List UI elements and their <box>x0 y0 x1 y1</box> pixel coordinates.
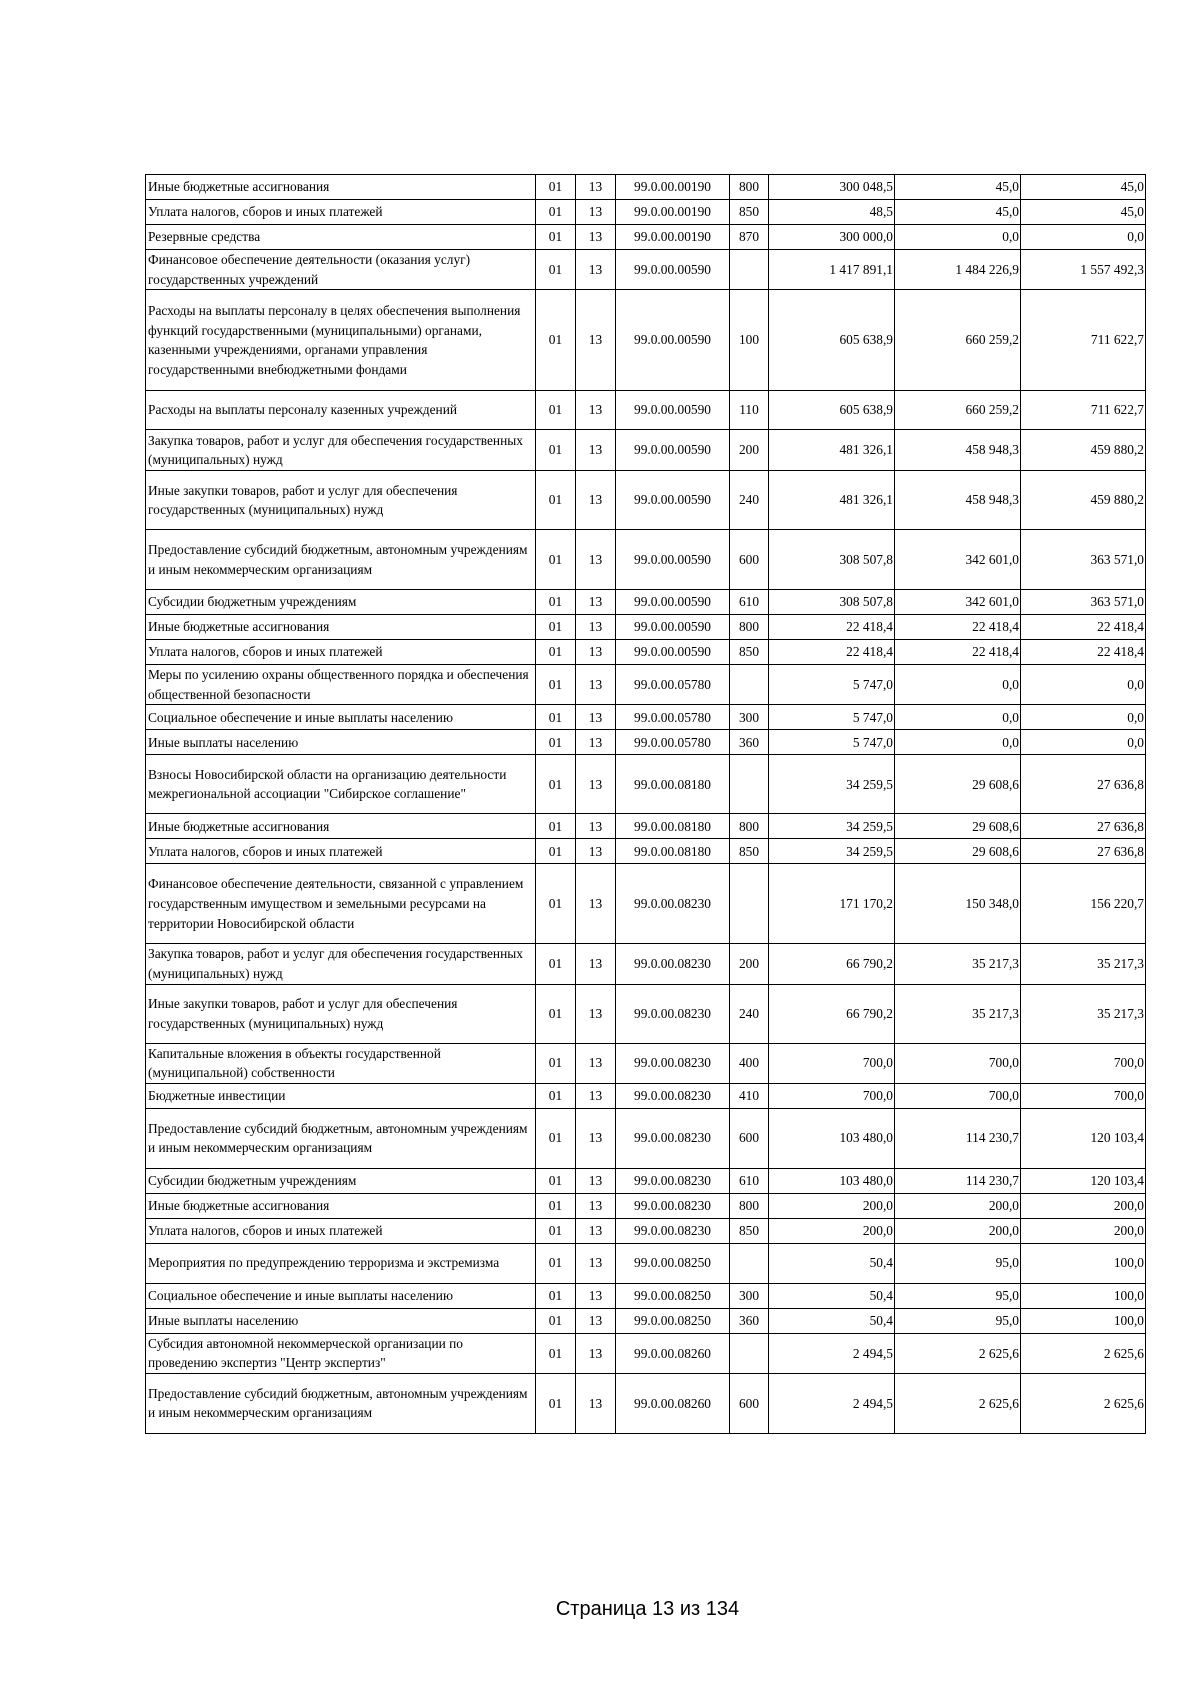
row-expense-type: 850 <box>730 839 769 864</box>
row-target-article: 99.0.00.08250 <box>616 1243 730 1283</box>
table-row <box>146 1333 1146 1373</box>
row-expense-type: 400 <box>730 1043 769 1083</box>
row-name: Бюджетные инвестиции <box>146 1083 536 1108</box>
row-amount-year-2: 29 608,6 <box>895 839 1021 864</box>
row-amount-year-1: 2 494,5 <box>769 1373 895 1433</box>
row-amount-year-2: 35 217,3 <box>895 944 1021 984</box>
row-subsection-code: 13 <box>576 471 616 530</box>
row-section-code: 01 <box>536 175 576 200</box>
row-amount-year-2: 22 418,4 <box>895 615 1021 640</box>
row-name: Иные выплаты населению <box>146 1308 536 1333</box>
row-name: Предоставление субсидий бюджетным, автономным учреждениям и иным некоммерческим организациям <box>146 1108 536 1168</box>
row-amount-year-2: 35 217,3 <box>895 984 1021 1043</box>
row-amount-year-3: 100,0 <box>1021 1243 1146 1283</box>
row-amount-year-2: 660 259,2 <box>895 290 1021 391</box>
table-row <box>146 1283 1146 1308</box>
row-name: Иные закупки товаров, работ и услуг для обеспечения государственных (муниципальных) нужд <box>146 471 536 530</box>
row-section-code: 01 <box>536 1218 576 1243</box>
row-target-article: 99.0.00.08230 <box>616 944 730 984</box>
row-subsection-code: 13 <box>576 225 616 250</box>
row-amount-year-3: 200,0 <box>1021 1218 1146 1243</box>
row-amount-year-1: 700,0 <box>769 1083 895 1108</box>
row-amount-year-2: 22 418,4 <box>895 640 1021 665</box>
row-expense-type: 360 <box>730 1308 769 1333</box>
table-row <box>146 1043 1146 1083</box>
row-amount-year-1: 48,5 <box>769 200 895 225</box>
table-row <box>146 814 1146 839</box>
row-name: Уплата налогов, сборов и иных платежей <box>146 839 536 864</box>
row-section-code: 01 <box>536 640 576 665</box>
row-name: Социальное обеспечение и иные выплаты населению <box>146 1283 536 1308</box>
row-subsection-code: 13 <box>576 1333 616 1373</box>
row-subsection-code: 13 <box>576 615 616 640</box>
row-section-code: 01 <box>536 1283 576 1308</box>
row-target-article: 99.0.00.00590 <box>616 391 730 430</box>
row-target-article: 99.0.00.00190 <box>616 200 730 225</box>
row-amount-year-1: 103 480,0 <box>769 1168 895 1193</box>
row-subsection-code: 13 <box>576 1108 616 1168</box>
row-subsection-code: 13 <box>576 1308 616 1333</box>
row-amount-year-1: 2 494,5 <box>769 1333 895 1373</box>
row-amount-year-1: 5 747,0 <box>769 665 895 705</box>
row-subsection-code: 13 <box>576 290 616 391</box>
row-name: Закупка товаров, работ и услуг для обеспечения государственных (муниципальных) нужд <box>146 944 536 984</box>
row-amount-year-2: 342 601,0 <box>895 530 1021 590</box>
row-section-code: 01 <box>536 1193 576 1218</box>
row-amount-year-1: 66 790,2 <box>769 944 895 984</box>
row-amount-year-2: 0,0 <box>895 705 1021 730</box>
row-subsection-code: 13 <box>576 1283 616 1308</box>
row-expense-type: 200 <box>730 430 769 471</box>
row-name: Иные бюджетные ассигнования <box>146 175 536 200</box>
table-row <box>146 225 1146 250</box>
row-section-code: 01 <box>536 1243 576 1283</box>
row-subsection-code: 13 <box>576 1218 616 1243</box>
row-amount-year-2: 95,0 <box>895 1283 1021 1308</box>
table-row <box>146 1193 1146 1218</box>
row-name: Мероприятия по предупреждению терроризма и экстремизма <box>146 1243 536 1283</box>
row-amount-year-3: 22 418,4 <box>1021 640 1146 665</box>
row-amount-year-3: 2 625,6 <box>1021 1373 1146 1433</box>
row-target-article: 99.0.00.00190 <box>616 175 730 200</box>
row-amount-year-2: 700,0 <box>895 1083 1021 1108</box>
table-row <box>146 984 1146 1043</box>
row-section-code: 01 <box>536 1308 576 1333</box>
row-amount-year-1: 34 259,5 <box>769 755 895 814</box>
row-target-article: 99.0.00.08230 <box>616 1083 730 1108</box>
budget-table-body <box>146 175 1146 1434</box>
row-amount-year-2: 0,0 <box>895 665 1021 705</box>
row-amount-year-1: 50,4 <box>769 1283 895 1308</box>
row-amount-year-3: 711 622,7 <box>1021 290 1146 391</box>
row-amount-year-3: 0,0 <box>1021 705 1146 730</box>
row-amount-year-2: 150 348,0 <box>895 864 1021 944</box>
row-amount-year-1: 22 418,4 <box>769 615 895 640</box>
table-row <box>146 250 1146 290</box>
page-number: Страница 13 из 134 <box>555 1598 740 1620</box>
row-section-code: 01 <box>536 200 576 225</box>
row-target-article: 99.0.00.08250 <box>616 1283 730 1308</box>
row-target-article: 99.0.00.05780 <box>616 705 730 730</box>
row-expense-type: 240 <box>730 471 769 530</box>
row-amount-year-1: 481 326,1 <box>769 471 895 530</box>
row-subsection-code: 13 <box>576 864 616 944</box>
row-expense-type: 600 <box>730 1108 769 1168</box>
row-target-article: 99.0.00.08180 <box>616 814 730 839</box>
row-amount-year-3: 363 571,0 <box>1021 590 1146 615</box>
row-target-article: 99.0.00.00190 <box>616 225 730 250</box>
row-amount-year-1: 1 417 891,1 <box>769 250 895 290</box>
row-section-code: 01 <box>536 225 576 250</box>
row-expense-type: 850 <box>730 1218 769 1243</box>
row-section-code: 01 <box>536 730 576 755</box>
row-subsection-code: 13 <box>576 391 616 430</box>
row-amount-year-3: 27 636,8 <box>1021 755 1146 814</box>
row-amount-year-1: 308 507,8 <box>769 530 895 590</box>
row-amount-year-3: 35 217,3 <box>1021 984 1146 1043</box>
row-subsection-code: 13 <box>576 944 616 984</box>
row-amount-year-2: 95,0 <box>895 1243 1021 1283</box>
row-amount-year-1: 34 259,5 <box>769 839 895 864</box>
row-expense-type: 360 <box>730 730 769 755</box>
row-subsection-code: 13 <box>576 250 616 290</box>
row-subsection-code: 13 <box>576 1083 616 1108</box>
row-section-code: 01 <box>536 1333 576 1373</box>
row-amount-year-2: 200,0 <box>895 1193 1021 1218</box>
row-amount-year-3: 200,0 <box>1021 1193 1146 1218</box>
row-expense-type <box>730 755 769 814</box>
row-amount-year-3: 0,0 <box>1021 225 1146 250</box>
row-name: Субсидия автономной некоммерческой организации по проведению экспертиз "Центр экспертиз" <box>146 1333 536 1373</box>
row-amount-year-3: 2 625,6 <box>1021 1333 1146 1373</box>
row-amount-year-2: 1 484 226,9 <box>895 250 1021 290</box>
table-row <box>146 530 1146 590</box>
row-section-code: 01 <box>536 590 576 615</box>
row-expense-type: 200 <box>730 944 769 984</box>
row-amount-year-3: 35 217,3 <box>1021 944 1146 984</box>
row-amount-year-1: 171 170,2 <box>769 864 895 944</box>
row-subsection-code: 13 <box>576 1193 616 1218</box>
row-section-code: 01 <box>536 1108 576 1168</box>
row-section-code: 01 <box>536 1373 576 1433</box>
row-amount-year-3: 120 103,4 <box>1021 1168 1146 1193</box>
row-amount-year-3: 45,0 <box>1021 200 1146 225</box>
row-amount-year-3: 700,0 <box>1021 1083 1146 1108</box>
row-target-article: 99.0.00.00590 <box>616 590 730 615</box>
row-target-article: 99.0.00.00590 <box>616 471 730 530</box>
row-section-code: 01 <box>536 665 576 705</box>
row-amount-year-1: 50,4 <box>769 1243 895 1283</box>
row-expense-type: 410 <box>730 1083 769 1108</box>
row-target-article: 99.0.00.00590 <box>616 430 730 471</box>
row-target-article: 99.0.00.00590 <box>616 640 730 665</box>
row-target-article: 99.0.00.00590 <box>616 530 730 590</box>
row-amount-year-2: 700,0 <box>895 1043 1021 1083</box>
row-amount-year-2: 114 230,7 <box>895 1108 1021 1168</box>
row-amount-year-3: 1 557 492,3 <box>1021 250 1146 290</box>
row-expense-type: 110 <box>730 391 769 430</box>
row-amount-year-2: 2 625,6 <box>895 1333 1021 1373</box>
row-amount-year-3: 0,0 <box>1021 665 1146 705</box>
row-expense-type: 800 <box>730 175 769 200</box>
row-subsection-code: 13 <box>576 1043 616 1083</box>
table-row <box>146 705 1146 730</box>
row-expense-type: 100 <box>730 290 769 391</box>
row-subsection-code: 13 <box>576 839 616 864</box>
row-name: Финансовое обеспечение деятельности (оказания услуг) государственных учреждений <box>146 250 536 290</box>
row-section-code: 01 <box>536 944 576 984</box>
table-row <box>146 944 1146 984</box>
row-section-code: 01 <box>536 530 576 590</box>
row-name: Субсидии бюджетным учреждениям <box>146 590 536 615</box>
row-amount-year-3: 700,0 <box>1021 1043 1146 1083</box>
row-amount-year-2: 45,0 <box>895 175 1021 200</box>
row-subsection-code: 13 <box>576 530 616 590</box>
row-subsection-code: 13 <box>576 730 616 755</box>
row-target-article: 99.0.00.00590 <box>616 250 730 290</box>
row-expense-type: 850 <box>730 640 769 665</box>
row-target-article: 99.0.00.08250 <box>616 1308 730 1333</box>
table-row <box>146 290 1146 391</box>
row-subsection-code: 13 <box>576 1168 616 1193</box>
row-subsection-code: 13 <box>576 705 616 730</box>
row-expense-type <box>730 665 769 705</box>
table-row <box>146 1168 1146 1193</box>
row-section-code: 01 <box>536 430 576 471</box>
row-amount-year-3: 156 220,7 <box>1021 864 1146 944</box>
row-subsection-code: 13 <box>576 1373 616 1433</box>
row-target-article: 99.0.00.08230 <box>616 1218 730 1243</box>
row-amount-year-1: 5 747,0 <box>769 730 895 755</box>
row-amount-year-3: 363 571,0 <box>1021 530 1146 590</box>
row-target-article: 99.0.00.08180 <box>616 755 730 814</box>
row-name: Иные бюджетные ассигнования <box>146 814 536 839</box>
row-expense-type: 800 <box>730 1193 769 1218</box>
row-name: Субсидии бюджетным учреждениям <box>146 1168 536 1193</box>
row-amount-year-3: 459 880,2 <box>1021 430 1146 471</box>
row-section-code: 01 <box>536 1168 576 1193</box>
row-name: Предоставление субсидий бюджетным, автономным учреждениям и иным некоммерческим организациям <box>146 1373 536 1433</box>
row-section-code: 01 <box>536 290 576 391</box>
row-section-code: 01 <box>536 250 576 290</box>
table-row <box>146 665 1146 705</box>
row-expense-type: 600 <box>730 530 769 590</box>
row-amount-year-1: 308 507,8 <box>769 590 895 615</box>
row-target-article: 99.0.00.08260 <box>616 1333 730 1373</box>
row-amount-year-1: 481 326,1 <box>769 430 895 471</box>
row-amount-year-1: 22 418,4 <box>769 640 895 665</box>
row-target-article: 99.0.00.08260 <box>616 1373 730 1433</box>
row-amount-year-2: 95,0 <box>895 1308 1021 1333</box>
row-amount-year-2: 342 601,0 <box>895 590 1021 615</box>
row-section-code: 01 <box>536 839 576 864</box>
row-amount-year-1: 103 480,0 <box>769 1108 895 1168</box>
row-target-article: 99.0.00.08180 <box>616 839 730 864</box>
row-expense-type: 800 <box>730 615 769 640</box>
row-expense-type <box>730 1243 769 1283</box>
row-expense-type: 610 <box>730 590 769 615</box>
row-section-code: 01 <box>536 471 576 530</box>
row-expense-type <box>730 864 769 944</box>
row-section-code: 01 <box>536 1083 576 1108</box>
row-subsection-code: 13 <box>576 1243 616 1283</box>
row-amount-year-2: 458 948,3 <box>895 471 1021 530</box>
row-amount-year-1: 605 638,9 <box>769 290 895 391</box>
row-name: Иные бюджетные ассигнования <box>146 615 536 640</box>
table-row <box>146 1218 1146 1243</box>
row-subsection-code: 13 <box>576 984 616 1043</box>
table-row <box>146 200 1146 225</box>
table-row <box>146 1243 1146 1283</box>
row-amount-year-2: 29 608,6 <box>895 755 1021 814</box>
row-subsection-code: 13 <box>576 590 616 615</box>
row-expense-type: 600 <box>730 1373 769 1433</box>
row-subsection-code: 13 <box>576 200 616 225</box>
row-amount-year-1: 34 259,5 <box>769 814 895 839</box>
row-amount-year-2: 200,0 <box>895 1218 1021 1243</box>
row-name: Резервные средства <box>146 225 536 250</box>
row-expense-type: 870 <box>730 225 769 250</box>
row-subsection-code: 13 <box>576 640 616 665</box>
row-expense-type <box>730 1333 769 1373</box>
row-target-article: 99.0.00.08230 <box>616 1108 730 1168</box>
row-target-article: 99.0.00.08230 <box>616 864 730 944</box>
row-section-code: 01 <box>536 1043 576 1083</box>
row-amount-year-3: 27 636,8 <box>1021 814 1146 839</box>
table-row <box>146 1373 1146 1433</box>
row-subsection-code: 13 <box>576 814 616 839</box>
row-subsection-code: 13 <box>576 665 616 705</box>
row-amount-year-2: 114 230,7 <box>895 1168 1021 1193</box>
row-amount-year-3: 45,0 <box>1021 175 1146 200</box>
row-amount-year-3: 27 636,8 <box>1021 839 1146 864</box>
row-section-code: 01 <box>536 984 576 1043</box>
row-expense-type: 800 <box>730 814 769 839</box>
table-row <box>146 839 1146 864</box>
row-target-article: 99.0.00.05780 <box>616 665 730 705</box>
row-name: Уплата налогов, сборов и иных платежей <box>146 1218 536 1243</box>
row-amount-year-2: 0,0 <box>895 730 1021 755</box>
row-expense-type: 610 <box>730 1168 769 1193</box>
row-name: Расходы на выплаты персоналу в целях обеспечения выполнения функций государственными (муниципальными) органами, казенными учреждениями, органами управления государственными внебюджетными фондами <box>146 290 536 391</box>
row-target-article: 99.0.00.05780 <box>616 730 730 755</box>
row-amount-year-1: 200,0 <box>769 1193 895 1218</box>
row-target-article: 99.0.00.08230 <box>616 984 730 1043</box>
row-target-article: 99.0.00.00590 <box>616 290 730 391</box>
row-amount-year-2: 660 259,2 <box>895 391 1021 430</box>
row-subsection-code: 13 <box>576 755 616 814</box>
row-target-article: 99.0.00.08230 <box>616 1193 730 1218</box>
row-name: Капитальные вложения в объекты государственной (муниципальной) собственности <box>146 1043 536 1083</box>
row-name: Социальное обеспечение и иные выплаты населению <box>146 705 536 730</box>
row-name: Уплата налогов, сборов и иных платежей <box>146 200 536 225</box>
row-name: Уплата налогов, сборов и иных платежей <box>146 640 536 665</box>
row-target-article: 99.0.00.00590 <box>616 615 730 640</box>
row-name: Закупка товаров, работ и услуг для обеспечения государственных (муниципальных) нужд <box>146 430 536 471</box>
row-amount-year-1: 50,4 <box>769 1308 895 1333</box>
row-amount-year-1: 5 747,0 <box>769 705 895 730</box>
row-amount-year-3: 120 103,4 <box>1021 1108 1146 1168</box>
row-amount-year-3: 100,0 <box>1021 1283 1146 1308</box>
table-row <box>146 175 1146 200</box>
row-name: Иные бюджетные ассигнования <box>146 1193 536 1218</box>
row-amount-year-3: 459 880,2 <box>1021 471 1146 530</box>
row-amount-year-3: 22 418,4 <box>1021 615 1146 640</box>
table-row <box>146 1308 1146 1333</box>
row-section-code: 01 <box>536 391 576 430</box>
table-row <box>146 391 1146 430</box>
row-amount-year-2: 458 948,3 <box>895 430 1021 471</box>
row-amount-year-1: 200,0 <box>769 1218 895 1243</box>
table-row <box>146 640 1146 665</box>
table-row <box>146 1108 1146 1168</box>
row-section-code: 01 <box>536 615 576 640</box>
row-amount-year-1: 605 638,9 <box>769 391 895 430</box>
row-target-article: 99.0.00.08230 <box>616 1168 730 1193</box>
row-amount-year-1: 66 790,2 <box>769 984 895 1043</box>
table-row <box>146 430 1146 471</box>
table-row <box>146 590 1146 615</box>
table-row <box>146 755 1146 814</box>
row-section-code: 01 <box>536 755 576 814</box>
row-amount-year-2: 2 625,6 <box>895 1373 1021 1433</box>
row-expense-type: 300 <box>730 1283 769 1308</box>
row-name: Взносы Новосибирской области на организацию деятельности межрегиональной ассоциации "Сибирское соглашение" <box>146 755 536 814</box>
row-amount-year-1: 300 048,5 <box>769 175 895 200</box>
row-expense-type: 850 <box>730 200 769 225</box>
row-amount-year-2: 29 608,6 <box>895 814 1021 839</box>
row-name: Иные закупки товаров, работ и услуг для обеспечения государственных (муниципальных) нужд <box>146 984 536 1043</box>
row-subsection-code: 13 <box>576 175 616 200</box>
row-amount-year-1: 700,0 <box>769 1043 895 1083</box>
row-name: Расходы на выплаты персоналу казенных учреждений <box>146 391 536 430</box>
row-amount-year-2: 45,0 <box>895 200 1021 225</box>
row-amount-year-1: 300 000,0 <box>769 225 895 250</box>
row-subsection-code: 13 <box>576 430 616 471</box>
row-amount-year-2: 0,0 <box>895 225 1021 250</box>
row-name: Финансовое обеспечение деятельности, связанной с управлением государственным имуществом и земельными ресурсами на территории Новосибирской области <box>146 864 536 944</box>
row-name: Меры по усилению охраны общественного порядка и обеспечения общественной безопасности <box>146 665 536 705</box>
row-amount-year-3: 100,0 <box>1021 1308 1146 1333</box>
row-target-article: 99.0.00.08230 <box>616 1043 730 1083</box>
row-amount-year-3: 711 622,7 <box>1021 391 1146 430</box>
row-section-code: 01 <box>536 814 576 839</box>
row-expense-type: 300 <box>730 705 769 730</box>
table-row <box>146 730 1146 755</box>
table-row <box>146 1083 1146 1108</box>
row-expense-type <box>730 250 769 290</box>
row-expense-type: 240 <box>730 984 769 1043</box>
row-name: Предоставление субсидий бюджетным, автономным учреждениям и иным некоммерческим организациям <box>146 530 536 590</box>
row-amount-year-3: 0,0 <box>1021 730 1146 755</box>
row-section-code: 01 <box>536 705 576 730</box>
row-name: Иные выплаты населению <box>146 730 536 755</box>
row-section-code: 01 <box>536 864 576 944</box>
table-row <box>146 864 1146 944</box>
budget-table <box>145 174 1146 1434</box>
table-row <box>146 471 1146 530</box>
table-row <box>146 615 1146 640</box>
